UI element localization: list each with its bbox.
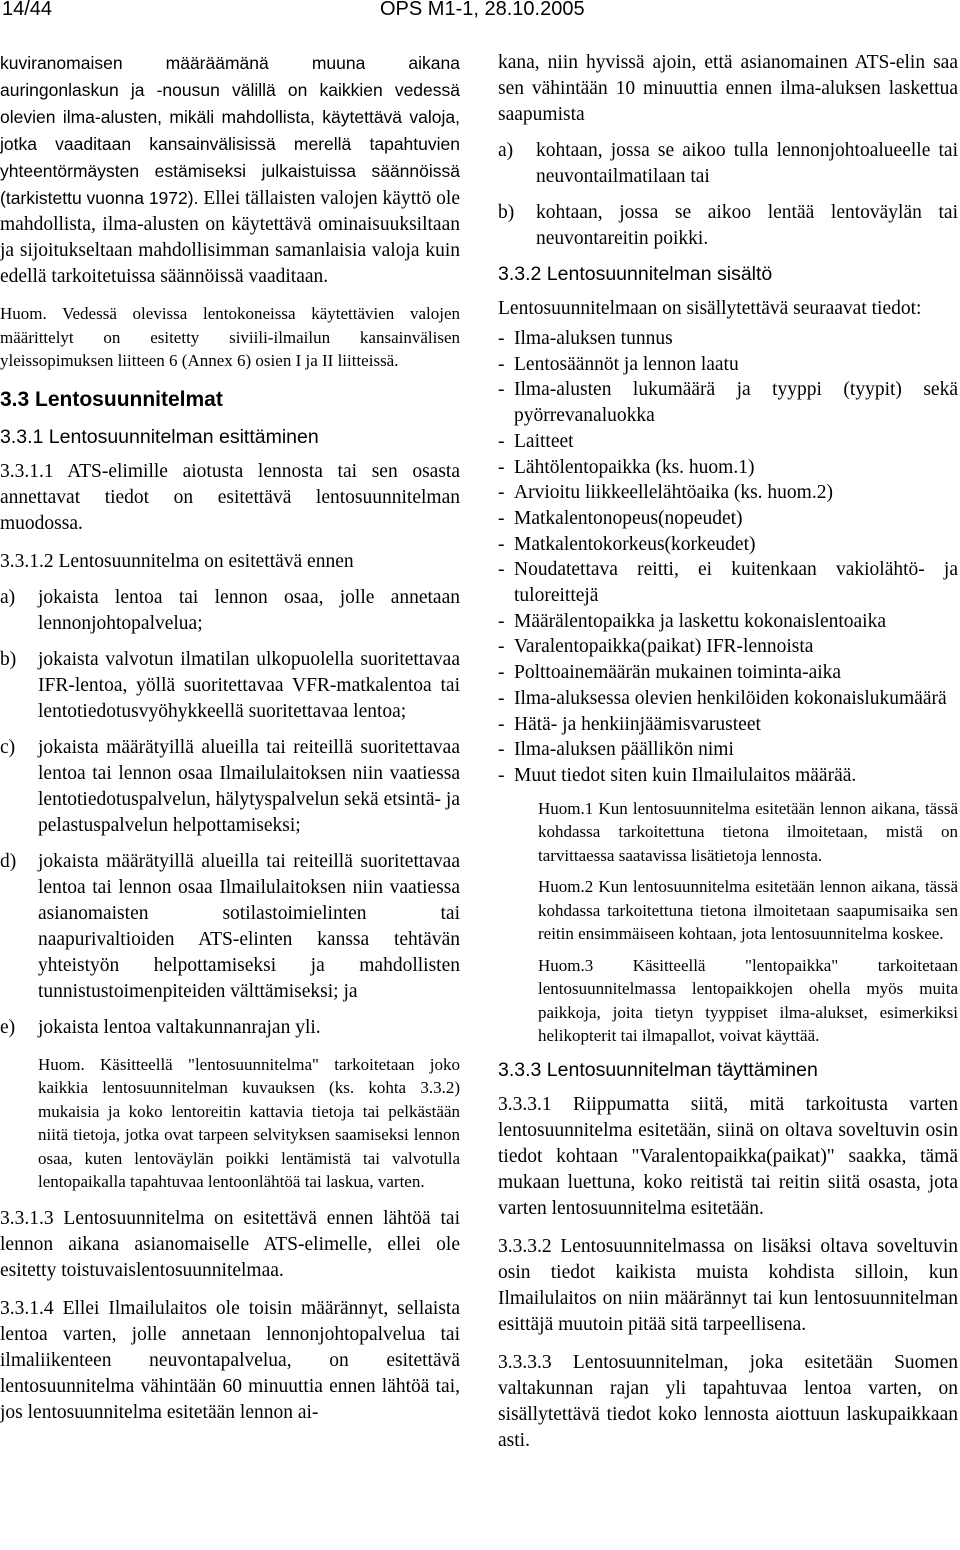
list-item-text: Hätä- ja henkiinjäämisvarusteet — [514, 713, 761, 735]
note-huom-2: Huom.2 Kun lentosuunnitelma esitetään lennon aikana, tässä kohdassa tarkoitettuna tietona ilmoitetaan saapumisaika sen reitin ensimmäiseen kohtaan, jota lentosuunnitelma koskee. — [538, 877, 958, 944]
item-text: jokaista lentoa valtakunnanrajan yli. — [38, 1016, 321, 1038]
item-text: jokaista määrätyillä alueilla tai reiteillä suoritettavaa lentoa tai lennon osaa Ilmailulaitoksen niin vaatiessa asianomaisten sotilastoimielinten tai naapurivaltioiden ATS-elinten kanssa tehtävän yhteistyön helpottamiseksi ja mahdollisten tunnistustoimenpiteiden välttämiseksi; ja — [38, 850, 460, 1002]
list-item-text: Ilma-aluksen päällikön nimi — [514, 739, 734, 761]
page-header — [0, 0, 960, 30]
list-item: - Noudatettava reitti, ei kuitenkaan vakiolähtö- ja tuloreittejä — [498, 557, 958, 608]
list-item: - Ilma-aluksen tunnus — [498, 326, 958, 352]
list-item — [0, 849, 460, 1005]
note-huom-lentosuunnitelma: Huom. Käsitteellä "lentosuunnitelma" tarkoitetaan joko kaikkia lentosuunnitelman kuvauksen (ks. kohta 3.3.2) mukaisia ja koko lentoreitin kattavia tietoja tai pelkästään niitä tietoja, jotka ovat tarpeen selvityksen saamiseksi lennon osaa, kuten lentoväylän poikki lentämistä tai valvotulla lentopaikalla tapahtuvaa lentoonlähtöä tai laskua, varten. — [38, 1054, 460, 1191]
paragraph-3-3-1-3: 3.3.1.3 Lentosuunnitelma on esitettävä ennen lähtöä tai lennon aikana asianomaiselle ATS-elimelle, ellei ole esitetty toistuvaislentosuunnitelmaa. — [0, 1207, 460, 1281]
note-huom-3: Huom.3 Käsitteellä "lentopaikka" tarkoitetaan lentosuunnitelmassa lentopaikkojen ohella myös muita paikkoja, joita tietyn tyyppiset ilma-alukset, esimerkiksi helikopterit tai ilmapallot, voivat käyttää. — [538, 955, 958, 1046]
item-text: kohtaan, jossa se aikoo tulla lennonjohtoalueelle tai neuvontailmatilaan tai — [536, 140, 958, 187]
list-item-text: Määrälentopaikka ja laskettu kokonaislentoaika — [514, 610, 886, 632]
item-text: jokaista valvotun ilmatilan ulkopuolella suoritettavaa IFR-lentoa, yöllä suoritettavaa VFR-matkalentoa tai lentotiedotusvyöhykkeellä suoritettavaa lentoa; — [38, 648, 460, 722]
item-label: b) — [0, 648, 17, 670]
list-item — [0, 735, 460, 839]
list-item-text: Polttoainemäärän mukainen toiminta-aika — [514, 662, 842, 684]
paragraph-3-3-1-4: 3.3.1.4 Ellei Ilmailulaitos ole toisin määrännyt, sellaista lentoa varten, jolle annetaan lennonjohtopalvelua tai ilmaliikenteen neuvontapalvelua, on esitettävä lentosuunnitelma vähintään 60 minuuttia ennen lähtöä tai, jos lentosuunnitelma esitetään lennon ai- — [0, 1297, 460, 1423]
left-column — [0, 50, 460, 1426]
list-item-text: Matkalentonopeus(nopeudet) — [514, 507, 743, 529]
document-id: OPS M1-1, 28.10.2005 — [380, 0, 585, 20]
item-text: jokaista lentoa tai lennon osaa, jolle annetaan lennonjohtopalvelua; — [38, 586, 460, 634]
list-item: - Matkalentokorkeus(korkeudet) — [498, 532, 958, 558]
list-item-text: Arvioitu liikkeellelähtöaika (ks. huom.2) — [514, 482, 833, 504]
list-item-text: Matkalentokorkeus(korkeudet) — [514, 533, 756, 555]
list-item: - Ilma-aluksessa olevien henkilöiden kokonaislukumäärä — [498, 686, 958, 712]
item-text: kohtaan, jossa se aikoo lentää lentoväylän tai neuvontareitin poikki. — [536, 202, 958, 249]
list-item-text: Ilma-aluksen tunnus — [514, 328, 673, 349]
note-huom: Huom. Vedessä olevissa lentokoneissa käytettävien valojen määrittelyt on esitetty siviili-ilmailun kansainvälisen yleissopimuksen liitteen 6 (Annex 6) osien I ja II liitteissä. — [0, 304, 460, 370]
list-item: - Hätä- ja henkiinjäämisvarusteet — [498, 712, 958, 738]
item-label: a) — [0, 586, 16, 608]
list-item: - Varalentopaikka(paikat) IFR-lennoista — [498, 634, 958, 660]
list-item-text: Ilma-aluksessa olevien henkilöiden kokonaislukumäärä — [514, 687, 947, 709]
paragraph-3-3-3-2: 3.3.3.2 Lentosuunnitelmassa on lisäksi oltava soveltuvin osin tiedot kaikista muista kohdista silloin, kun Ilmailulaitos on niin määrännyt tai kun lentosuunnitelman esittäjä muutoin pitää sitä tarpeellisena. — [498, 1235, 958, 1335]
paragraph-3-3-3-1: 3.3.3.1 Riippumatta siitä, mitä tarkoitusta varten lentosuunnitelma esitetään, siinä on oltava soveltuvin osin tiedot kohtaan "Varalentopaikka(paikat)" saakka, tämä mukaan luettuna, koko reitistä tai reitin siitä osasta, jota varten lentosuunnitelma esitetään. — [498, 1093, 958, 1219]
item-label: b) — [498, 202, 515, 223]
list-item: - Laitteet — [498, 429, 958, 455]
flight-plan-contents-list — [498, 326, 958, 789]
note-huom-1: Huom.1 Kun lentosuunnitelma esitetään lennon aikana, tässä kohdassa tarkoitettuna tietona ilmoitetaan, mistä on tarvittaessa saatavissa lisätietoja lennosta. — [538, 798, 958, 865]
list-item-text: Muut tiedot siten kuin Ilmailulaitos määrää. — [514, 764, 857, 786]
list-item-text: Ilma-alusten lukumäärä ja tyyppi (tyypit) sekä pyörrevanaluokka — [514, 379, 958, 427]
list-item: - Lähtölentopaikka (ks. huom.1) — [498, 455, 958, 481]
item-label: d) — [0, 850, 17, 872]
intro-serif-text: Ellei tällaisten valojen käyttö ole mahdollista, ilma-alusten on käytettävä ominaisuuksiltaan ja sijoitukseltaan mahdollisimman samanlaisia valoja kuin edellä tarkoitetuissa säännöissä vaaditaan. — [0, 188, 460, 287]
list-item — [0, 585, 460, 637]
paragraph-3-3-1-2: 3.3.1.2 Lentosuunnitelma on esitettävä ennen — [0, 550, 354, 572]
heading-3-3-2: 3.3.2 Lentosuunnitelman sisältö — [498, 263, 773, 285]
list-item-text: Lentosäännöt ja lennon laatu — [514, 353, 739, 375]
paragraph-3-3-1-1: 3.3.1.1 ATS-elimille aiotusta lennosta tai sen osasta annettavat tiedot on esitettävä lentosuunnitelman muodossa. — [0, 460, 460, 534]
list-item-text: Lähtölentopaikka (ks. huom.1) — [514, 456, 755, 478]
item-text: jokaista määrätyillä alueilla tai reiteillä suoritettavaa lentoa tai lennon osaa Ilmailulaitoksen niin vaatiessa lentotiedotuspalvelun, hälytyspalvelun sekä etsintä- ja pelastuspalvelun helpottamiseksi; — [38, 736, 460, 836]
list-item: - Lentosäännöt ja lennon laatu — [498, 352, 958, 378]
list-item-text: Varalentopaikka(paikat) IFR-lennoista — [514, 636, 814, 658]
heading-3-3: 3.3 Lentosuunnitelmat — [0, 387, 223, 411]
list-item: - Arvioitu liikkeellelähtöaika (ks. huom.2) — [498, 480, 958, 506]
list-item: - Ilma-aluksen päällikön nimi — [498, 737, 958, 763]
paragraph-3-3-2: Lentosuunnitelmaan on sisällytettävä seuraavat tiedot: — [498, 298, 922, 319]
list-item: - Ilma-alusten lukumäärä ja tyyppi (tyypit) sekä pyörrevanaluokka — [498, 377, 958, 428]
item-label: e) — [0, 1016, 16, 1038]
heading-3-3-1: 3.3.1 Lentosuunnitelman esittäminen — [0, 425, 319, 448]
list-item-text: Laitteet — [514, 430, 574, 452]
item-label: c) — [0, 736, 16, 758]
list-item — [0, 647, 460, 725]
list-item: - Matkalentonopeus(nopeudet) — [498, 506, 958, 532]
intro-paragraph — [0, 50, 460, 290]
list-item-text: Noudatettava reitti, ei kuitenkaan vakiolähtö- ja tuloreittejä — [514, 559, 958, 607]
list-item: - Määrälentopaikka ja laskettu kokonaislentoaika — [498, 609, 958, 635]
right-column — [498, 50, 958, 1454]
list-item: - Polttoainemäärän mukainen toiminta-aika — [498, 660, 958, 686]
list-item — [498, 200, 958, 252]
list-item: - Muut tiedot siten kuin Ilmailulaitos määrää. — [498, 763, 958, 789]
item-label: a) — [498, 140, 514, 161]
page-number: 14/44 — [2, 0, 53, 20]
list-item — [0, 1015, 460, 1041]
intro-sans-text: kuviranomaisen määräämänä muuna aikana auringonlaskun ja -nousun välillä on kaikkien vedessä olevien ilma-alusten, mikäli mahdollista, käytettävä valoja, jotka vaaditaan kansainvälisissä merellä tapahtuvien yhteentörmäysten estämiseksi julkaistuissa säännöissä (tarkistettu vuonna 1972). — [0, 53, 460, 208]
list-item — [498, 138, 958, 190]
heading-3-3-3: 3.3.3 Lentosuunnitelman täyttäminen — [498, 1058, 818, 1081]
continuation-paragraph: kana, niin hyvissä ajoin, että asianomainen ATS-elin saa sen vähintään 10 minuuttia ennen ilma-aluksen laskettua saapumista — [498, 52, 958, 125]
paragraph-3-3-3-3: 3.3.3.3 Lentosuunnitelman, joka esitetään Suomen valtakunnan rajan yli tapahtuvaa lentoa varten, on sisällytettävä tiedot koko lennosta aiottuun laskupaikkaan asti. — [498, 1351, 958, 1451]
